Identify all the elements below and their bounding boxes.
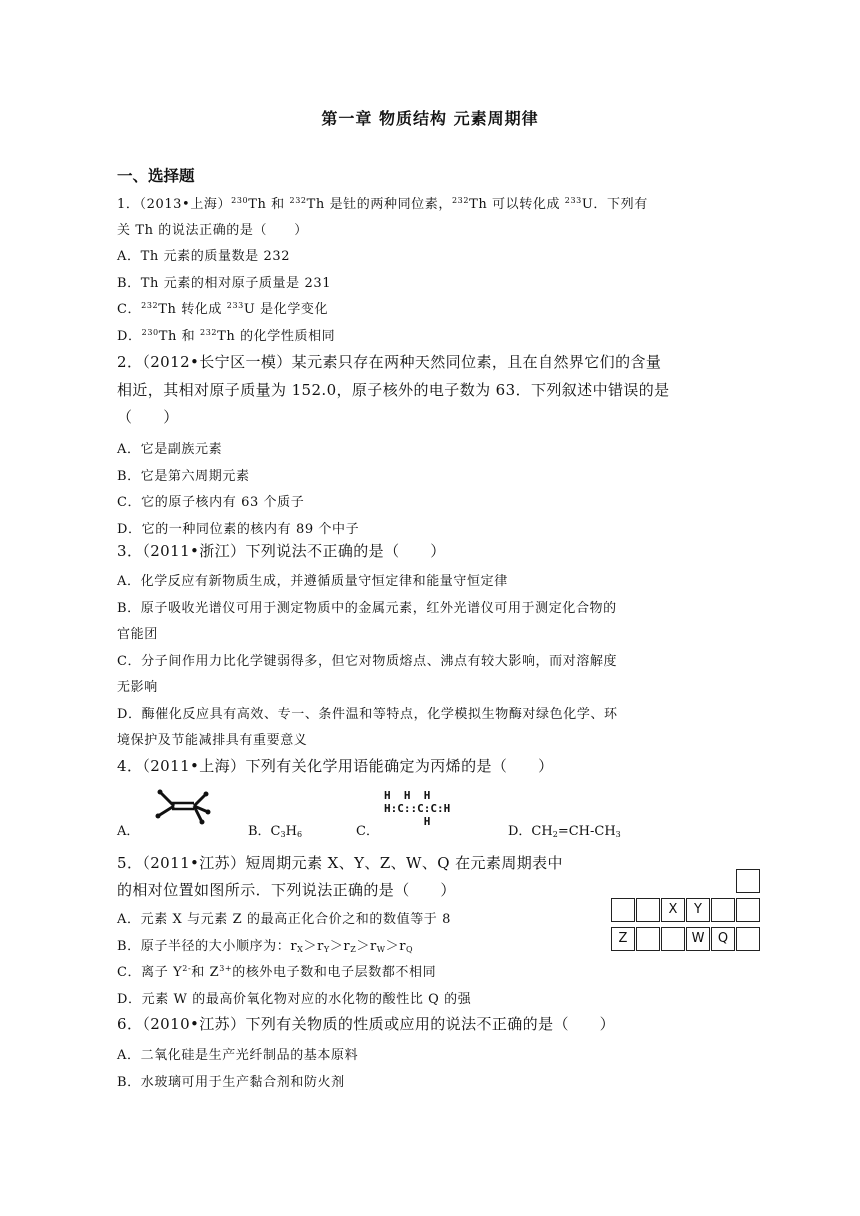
section-heading: 一、选择题 bbox=[117, 167, 195, 185]
table-cell-q: Q bbox=[711, 927, 735, 951]
q3-stem: 3．（2011•浙江）下列说法不正确的是（ ） bbox=[117, 542, 446, 560]
table-cell-z: Z bbox=[611, 927, 635, 951]
document-page: 第一章 物质结构 元素周期律 一、选择题 1．（2013•上海）$^{230}$Th 和 $^{232}$Th 是钍的两种同位素，$^{232}$Th 可以转化成 $^{233}$U．下列有 关 Th 的说法正确的是（ ） A．Th 元素的质量数是 232 B．Th 元素的相对原子质量是 231 C．$^{232}$Th 转化成 $^{233}$U 是化学变化 D．$^{230}$Th 和 $^{232}$Th 的化学性质相同 2．（2012•长宁区一模）某元素只存在两种天然同位素，且在自然界它们的含量 相近，其相对原子质量为 152.0，原子核外的电子数为 63．下列叙述中错误的是 （ ） A．它是副族元素 B．它是第六周期元素 C．它的原子核内有 63 个质子 D．它的一种同位素的核内有 89 个中子 3．（2011•浙江）下列说法不正确的是（ ） A．化学反应有新物质生成，并遵循质量守恒定律和能量守恒定律 B．原子吸收光谱仪可用于测定物质中的金属元素，红外光谱仪可用于测定化合物的 官能团 C．分子间作用力比化学键弱得多，但它对物质熔点、沸点有较大影响，而对溶解度 无影响 D．酶催化反应具有高效、专一、条件温和等特点，化学模拟生物酶对绿色化学、环 境保护及节能减排具有重要意义 4．（2011•上海）下列有关化学用语能确定为丙烯的是（ ） A． B．$C_3H_6$ C． H H H H:C::C:C:H H D．$CH_2=CH-CH_3$ 5．（2011•江苏）短周期元素 X、Y、Z、W、Q 在元素周期表中 的相对位置如图所示．下列说法正确的是（ ） A．元素 X 与元素 Z 的最高正化合价之和的数值等于 8 B．原子半径的大小顺序为：$r_X>r_Y>r_Z>r_W>r_Q$ C．离子 $Y^{2-}$和 $Z^{3+}$的核外电子数和电子层数都不相同 D．元素 W 的最高价氧化物对应的水化物的酸性比 Q 的强 X Y Z W Q 6．（2010•江苏）下列有关物质的性质或应用的说法不正确的是（ ） A．二氧化硅是生产光纤制品的基本原料 B．水玻璃可用于生产黏合剂和防火剂 bbox=[0, 0, 860, 1216]
q3-option-d-line2: 境保护及节能减排具有重要意义 bbox=[117, 733, 308, 748]
q1-option-a: A．Th 元素的质量数是 232 bbox=[117, 249, 291, 264]
q5-stem-line1: 5．（2011•江苏）短周期元素 X、Y、Z、W、Q 在元素周期表中 bbox=[117, 854, 563, 872]
table-cell-x: X bbox=[661, 898, 685, 922]
q2-option-a: A．它是副族元素 bbox=[117, 442, 223, 457]
q5-option-d: D．元素 W 的最高价氧化物对应的水化物的酸性比 Q 的强 bbox=[117, 992, 472, 1007]
q1-stem-line1: 1．（2013•上海）$^{230}$Th 和 $^{232}$Th 是钍的两种同位素，$^{232}$Th 可以转化成 $^{233}$U．下列有 bbox=[117, 196, 648, 212]
q5-stem-line2: 的相对位置如图所示．下列说法正确的是（ ） bbox=[117, 881, 456, 899]
q2-option-c: C．它的原子核内有 63 个质子 bbox=[117, 495, 305, 510]
q2-stem-line2: 相近，其相对原子质量为 152.0，原子核外的电子数为 63．下列叙述中错误的是 bbox=[117, 381, 670, 399]
q3-option-d-line1: D．酶催化反应具有高效、专一、条件温和等特点，化学模拟生物酶对绿色化学、环 bbox=[117, 707, 618, 722]
q5-option-a: A．元素 X 与元素 Z 的最高正化合价之和的数值等于 8 bbox=[117, 912, 452, 927]
table-cell bbox=[736, 927, 760, 951]
q2-option-d: D．它的一种同位素的核内有 89 个中子 bbox=[117, 522, 360, 537]
table-cell bbox=[636, 898, 660, 922]
q3-option-c-line2: 无影响 bbox=[117, 680, 158, 695]
q3-option-b-line2: 官能团 bbox=[117, 627, 158, 642]
q3-option-c-line1: C．分子间作用力比化学键弱得多，但它对物质熔点、沸点有较大影响，而对溶解度 bbox=[117, 654, 618, 669]
propene-ball-stick-model bbox=[150, 784, 220, 832]
q4-option-d: D．$CH_2=CH-CH_3$ bbox=[508, 824, 621, 839]
q2-option-b: B．它是第六周期元素 bbox=[117, 469, 250, 484]
q4-option-b: B．$C_3H_6$ bbox=[248, 824, 303, 839]
q1-option-c: C．$^{232}$Th 转化成 $^{233}$U 是化学变化 bbox=[117, 301, 329, 317]
table-cell-w: W bbox=[686, 927, 710, 951]
periodic-table-fragment bbox=[611, 869, 761, 953]
q5-option-b: B．原子半径的大小顺序为：$r_X>r_Y>r_Z>r_W>r_Q$ bbox=[117, 939, 414, 954]
table-cell-y: Y bbox=[686, 898, 710, 922]
q3-option-a: A．化学反应有新物质生成，并遵循质量守恒定律和能量守恒定律 bbox=[117, 574, 508, 589]
table-cell bbox=[636, 927, 660, 951]
q4-stem: 4．（2011•上海）下列有关化学用语能确定为丙烯的是（ ） bbox=[117, 757, 554, 775]
q2-stem-line3: （ ） bbox=[117, 408, 179, 426]
chapter-title: 第一章 物质结构 元素周期律 bbox=[321, 109, 539, 128]
table-cell bbox=[611, 898, 635, 922]
q4-option-c: C． bbox=[356, 824, 379, 839]
table-cell bbox=[661, 927, 685, 951]
q4-option-a: A． bbox=[117, 824, 140, 839]
table-cell bbox=[711, 898, 735, 922]
q2-stem-line1: 2．（2012•长宁区一模）某元素只存在两种天然同位素，且在自然界它们的含量 bbox=[117, 353, 662, 371]
q3-option-b-line1: B．原子吸收光谱仪可用于测定物质中的金属元素，红外光谱仪可用于测定化合物的 bbox=[117, 601, 617, 616]
q6-option-a: A．二氧化硅是生产光纤制品的基本原料 bbox=[117, 1048, 359, 1063]
q1-option-b: B．Th 元素的相对原子质量是 231 bbox=[117, 276, 332, 291]
q5-option-c: C．离子 $Y^{2-}$和 $Z^{3+}$的核外电子数和电子层数都不相同 bbox=[117, 964, 437, 980]
table-cell bbox=[736, 898, 760, 922]
q6-option-b: B．水玻璃可用于生产黏合剂和防火剂 bbox=[117, 1075, 345, 1090]
q1-stem-line2: 关 Th 的说法正确的是（ ） bbox=[117, 223, 308, 238]
table-cell bbox=[736, 869, 760, 893]
q1-option-d: D．$^{230}$Th 和 $^{232}$Th 的化学性质相同 bbox=[117, 328, 336, 344]
q6-stem: 6．（2010•江苏）下列有关物质的性质或应用的说法不正确的是（ ） bbox=[117, 1015, 616, 1033]
